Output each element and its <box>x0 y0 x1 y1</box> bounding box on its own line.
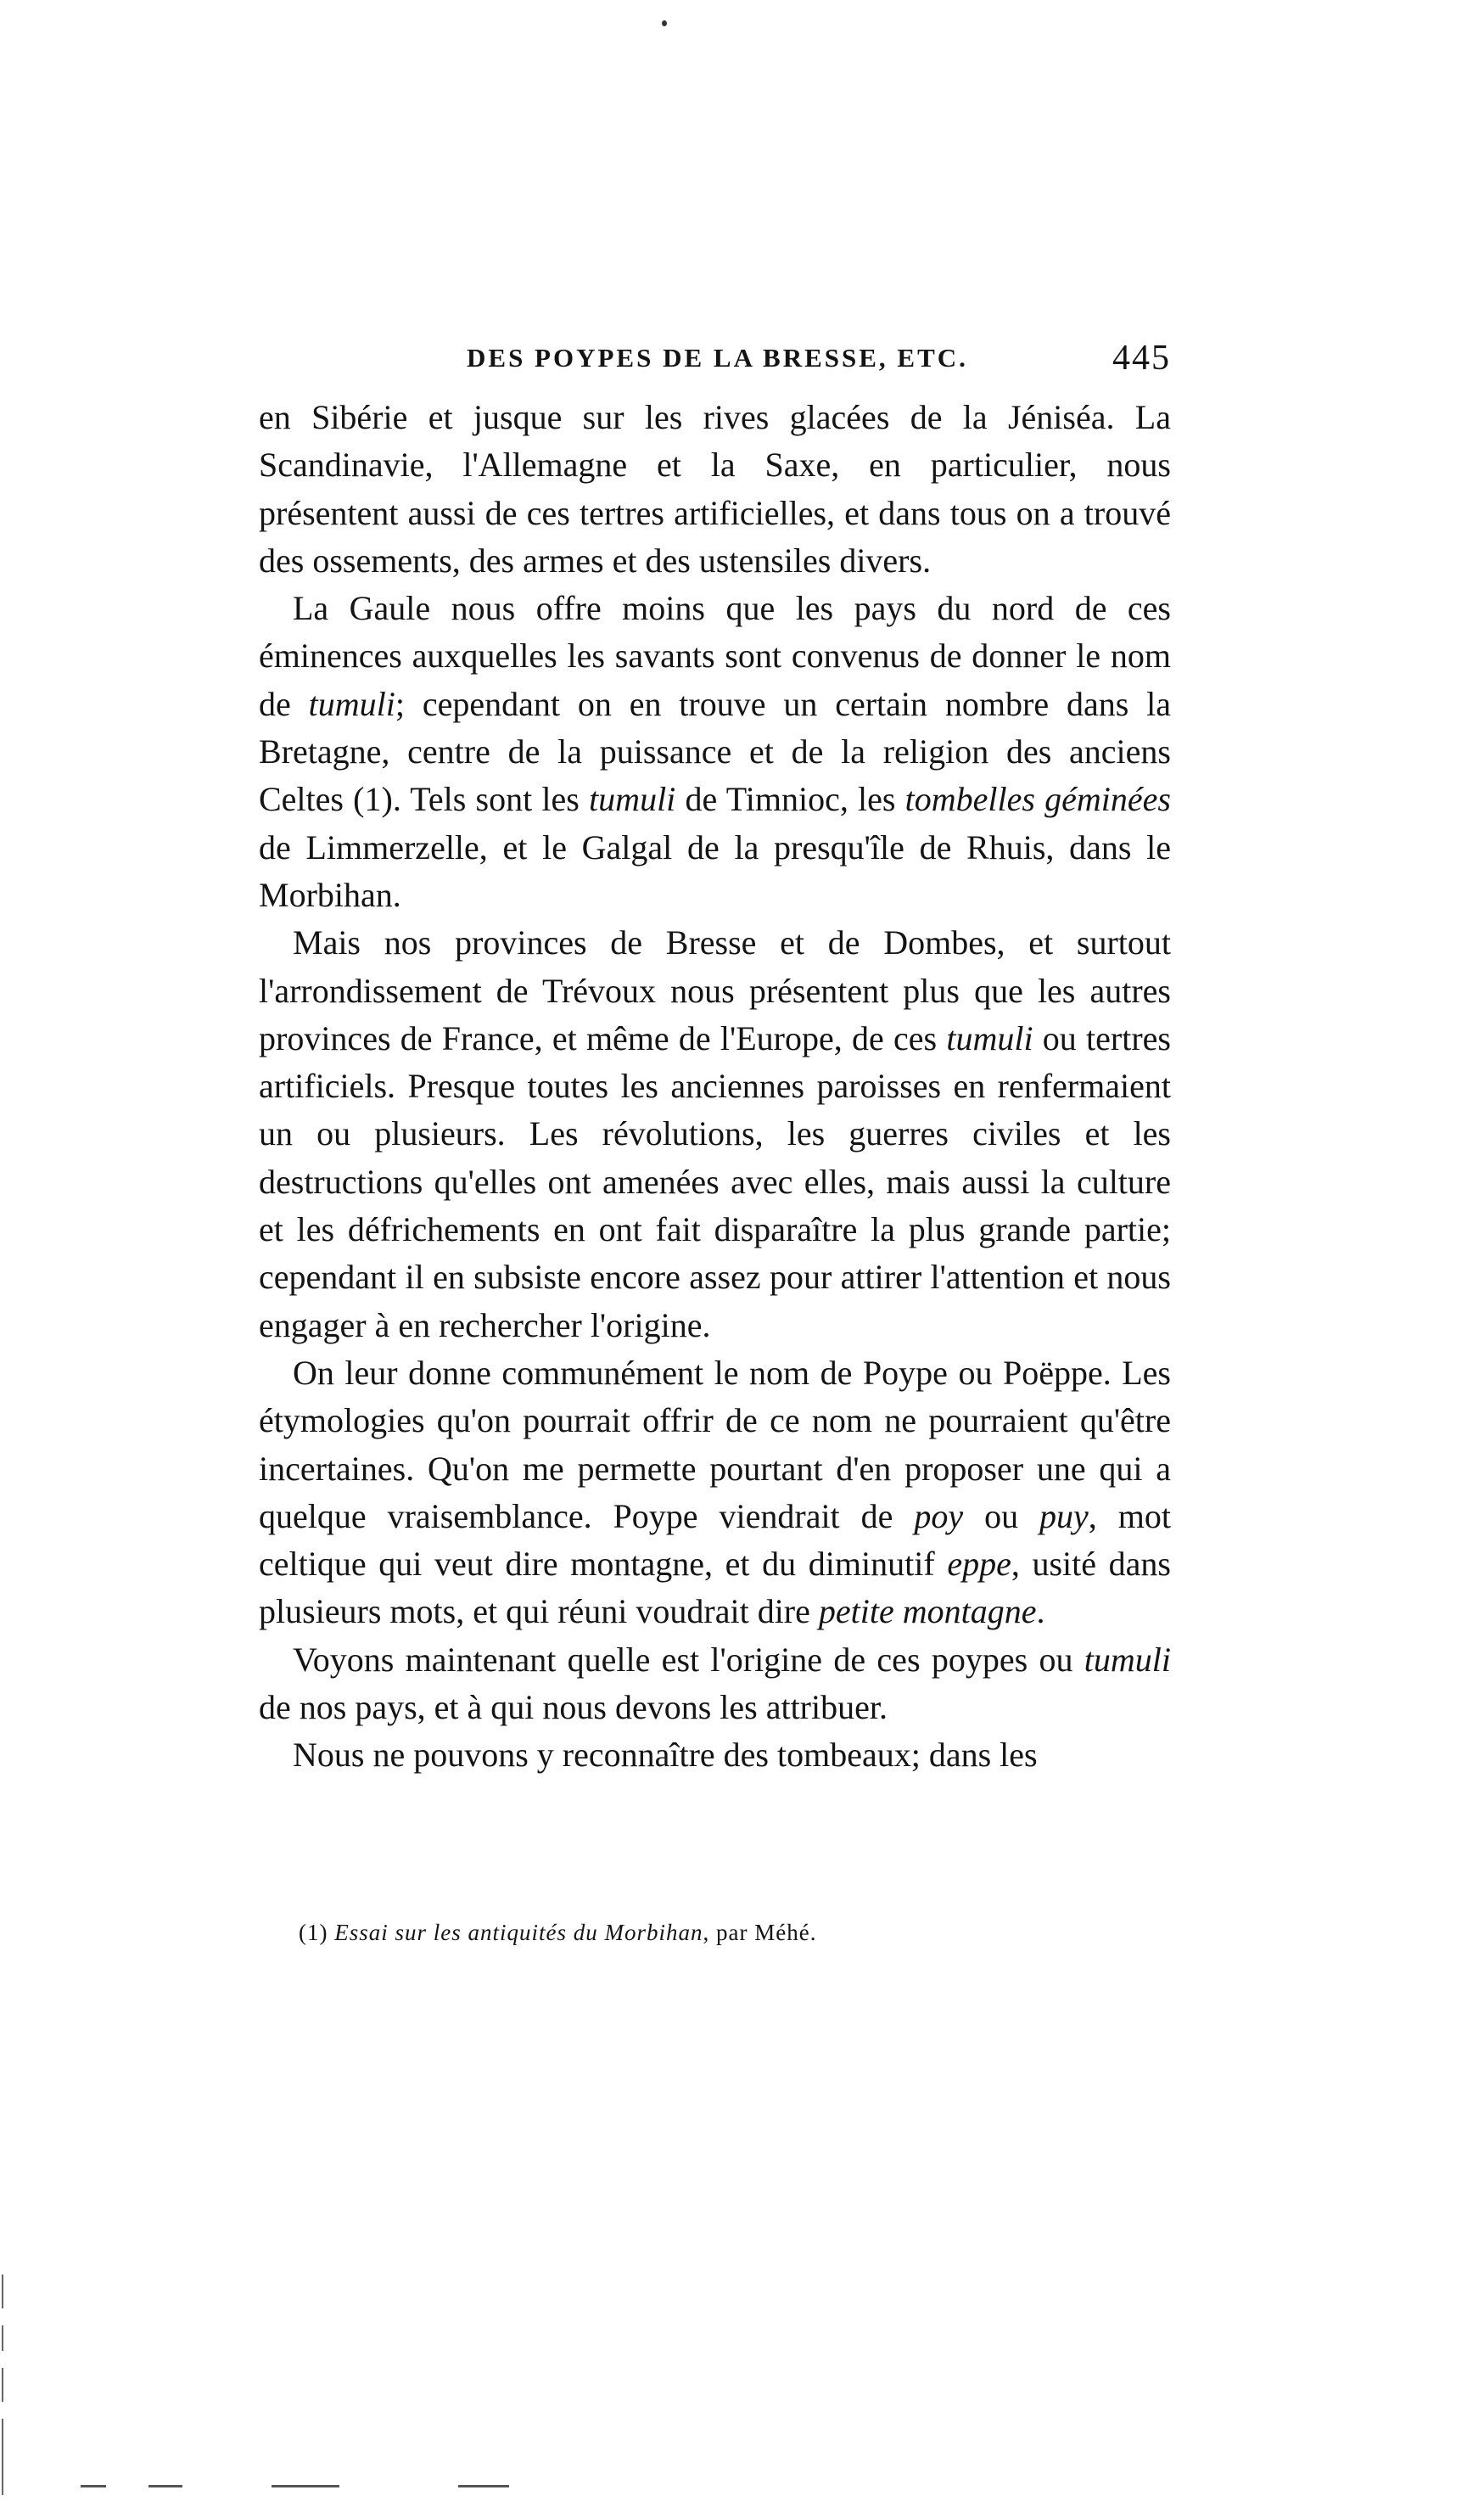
text-segment: , usité dans plusieurs mots, et qui réuni voudrait dire <box>259 1545 1171 1631</box>
text-segment: de Timnioc, les <box>675 780 905 819</box>
italic-segment: tumuli <box>946 1018 1033 1057</box>
text-segment: de nos pays, et à qui nous devons les attribuer. <box>259 1688 888 1727</box>
ink-speck <box>662 20 667 26</box>
footnote-marker: (1) <box>299 1920 328 1945</box>
footnote-tail: , par Méhé. <box>703 1920 817 1945</box>
italic-segment: tumuli <box>589 780 676 819</box>
italic-segment: tumuli <box>1084 1640 1171 1679</box>
italic-segment: eppe <box>947 1545 1011 1584</box>
footnote-title: Essai sur les antiquités du Morbihan <box>334 1920 703 1945</box>
italic-segment: petite montagne <box>818 1592 1037 1631</box>
italic-segment: tumuli <box>308 684 395 723</box>
running-head <box>259 338 1171 389</box>
paragraph <box>259 394 1171 585</box>
text-segment: ou tertres artificiels. Presque toutes les anciennes paroisses en renfermaient un ou plusieurs. Les révolutions, les guerres civiles et les destructions qu'elles ont amenées avec elles, mais aussi la culture et les défrichements en ont fait disparaître la plus grande partie; cependant il en subsiste encore assez pour attirer l'attention et nous engager à en rechercher l'origine. <box>259 1018 1171 1344</box>
text-segment: . <box>1036 1592 1045 1631</box>
text-segment: Voyons maintenant quelle est l'origine de ces poypes ou <box>293 1640 1084 1679</box>
text-segment: de Limmerzelle, et le Galgal de la presqu'île de Rhuis, dans le Morbihan. <box>259 827 1171 914</box>
paragraph <box>259 1636 1171 1732</box>
paragraph <box>259 1349 1171 1636</box>
text-segment: On leur donne communément le nom de Poype ou Poëppe. Les étymologies qu'on pourrait offrir de ce nom ne pourraient qu'être incertaines. Qu'on me permette pourtant d'en proposer une qui a quelque vraisemblance. Poype viendrait de <box>259 1353 1171 1535</box>
text-segment: ou <box>963 1496 1040 1535</box>
running-head-title: DES POYPES DE LA BRESSE, ETC. <box>467 343 968 373</box>
text-segment: Nous ne pouvons y reconnaître des tombeaux; dans les <box>293 1736 1038 1775</box>
text-segment: La Gaule nous offre moins que les pays du nord de ces éminences auxquelles les savants sont convenus de donner le nom de <box>259 589 1171 723</box>
text-segment: , mot celtique qui veut dire montagne, et du diminutif <box>259 1496 1171 1584</box>
body-text <box>259 394 1171 1780</box>
text-segment: ; cependant on en trouve un certain nombre dans la Bretagne, centre de la puissance et de la religion des anciens Celtes (1). Tels sont les <box>259 684 1171 819</box>
paragraph <box>259 1731 1171 1779</box>
italic-segment: poy <box>914 1496 964 1535</box>
footnote <box>299 1920 816 1946</box>
italic-segment: puy <box>1039 1496 1089 1535</box>
italic-segment: tombelles géminées <box>904 780 1171 819</box>
text-segment: Mais nos provinces de Bresse et de Dombes, et surtout l'arrondissement de Trévoux nous présentent plus que les autres provinces de France, et même de l'Europe, de ces <box>259 923 1171 1057</box>
paragraph <box>259 585 1171 919</box>
text-segment: en Sibérie et jusque sur les rives glacées de la Jéniséa. La Scandinavie, l'Allemagne et la Saxe, en particulier, nous présentent aussi de ces tertres artificielles, et dans tous on a trouvé des ossements, des armes et des ustensiles divers. <box>259 398 1171 580</box>
paragraph <box>259 919 1171 1349</box>
scan-edge-marks <box>0 2274 5 2504</box>
page-number: 445 <box>1112 339 1171 378</box>
